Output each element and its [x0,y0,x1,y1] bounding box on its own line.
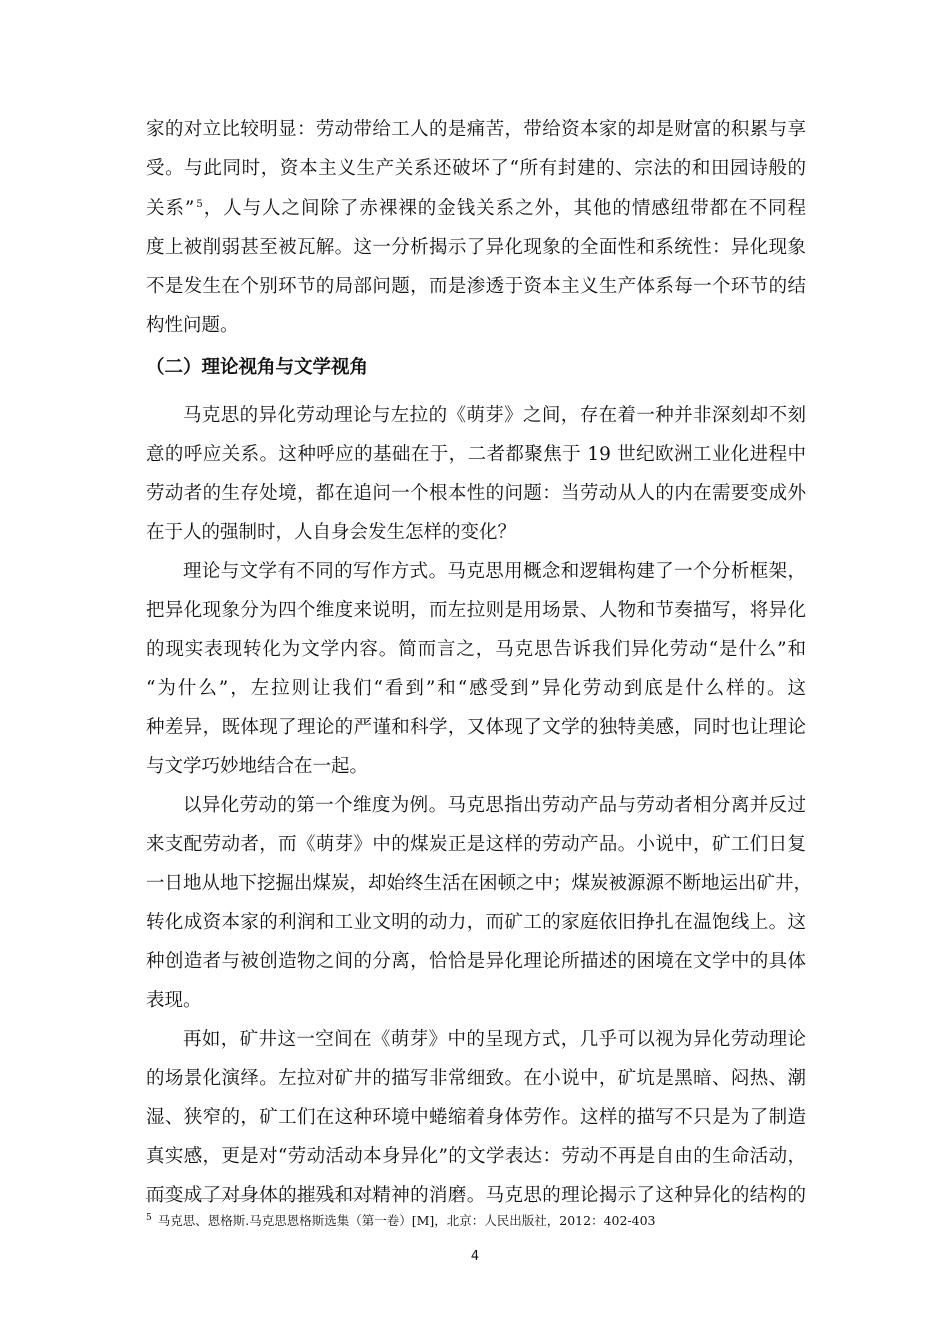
body-text-fragment: 关系” [146,198,195,219]
body-text-line: 意的呼应关系。这种呼应的基础在于，二者都聚焦于 19 世纪欧洲工业化进程中 [146,444,806,465]
body-text-line: 的现实表现转化为文学内容。简而言之，马克思告诉我们异化劳动“是什么”和 [146,639,806,660]
footnote-reference: 5 [196,198,203,210]
body-text-line: 转化成资本家的利润和工业文明的动力，而矿工的家庭依旧挣扎在温饱线上。这 [146,912,806,933]
footnote-divider [146,1198,374,1199]
body-text-fragment: ，人与人之间除了赤裸裸的金钱关系之外，其他的情感纽带都在不同程 [202,198,806,219]
body-text-line: 而变成了对身体的摧残和对精神的消磨。马克思的理论揭示了这种异化的结构的 [146,1185,806,1206]
body-text-line: 湿、狭窄的，矿工们在这种环境中蜷缩着身体劳作。这样的描写不只是为了制造 [146,1107,806,1128]
body-text-line: 把异化现象分为四个维度来说明，而左拉则是用场景、人物和节奏描写，将异化 [146,600,806,621]
body-text-line: 在于人的强制时，人自身会发生怎样的变化？ [146,522,517,543]
body-text-line: “为什么”，左拉则让我们“看到”和“感受到”异化劳动到底是什么样的。这 [146,678,806,699]
body-text-line: 劳动者的生存处境，都在追问一个根本性的问题：当劳动从人的内在需要变成外 [146,483,806,504]
body-text-line: 表现。 [146,990,202,1011]
body-text-line: 真实感，更是对“劳动活动本身异化”的文学表达：劳动不再是自由的生命活动， [146,1146,806,1167]
body-text-line: 家的对立比较明显：劳动带给工人的是痛苦，带给资本家的却是财富的积累与享 [146,119,806,140]
page-number: 4 [470,1249,480,1264]
body-text-line: 构性问题。 [146,315,239,336]
section-heading: （二）理论视角与文学视角 [146,357,369,378]
body-text-line: 受。与此同时，资本主义生产关系还破坏了“所有封建的、宗法的和田园诗般的 [146,158,806,179]
footnote [146,1213,656,1229]
body-text-line: 种差异，既体现了理论的严谨和科学，又体现了文学的独特美感，同时也让理论 [146,717,806,738]
body-text-line: 一日地从地下挖掘出煤炭，却始终生活在困顿之中；煤炭被源源不断地运出矿井， [146,873,813,894]
body-text-line: 马克思的异化劳动理论与左拉的《萌芽》之间，存在着一种并非深刻却不刻 [183,405,806,426]
body-text-line: 再如，矿井这一空间在《萌芽》中的呈现方式，几乎可以视为异化劳动理论 [183,1029,806,1050]
body-text-line: 来支配劳动者，而《萌芽》中的煤炭正是这样的劳动产品。小说中，矿工们日复 [146,834,806,855]
body-text-line: 与文学巧妙地结合在一起。 [146,756,369,777]
body-text-line: 理论与文学有不同的写作方式。马克思用概念和逻辑构建了一个分析框架， [183,561,806,582]
body-text-line: 度上被削弱甚至被瓦解。这一分析揭示了异化现象的全面性和系统性：异化现象 [146,237,806,258]
body-text-line-with-footnote [146,197,806,221]
footnote-number: 5 [146,1212,152,1223]
body-text-line: 的场景化演绎。左拉对矿井的描写非常细致。在小说中，矿坑是黑暗、闷热、潮 [146,1068,806,1089]
body-text-line: 以异化劳动的第一个维度为例。马克思指出劳动产品与劳动者相分离并反过 [183,795,806,816]
body-text-line: 种创造者与被创造物之间的分离，恰恰是异化理论所描述的困境在文学中的具体 [146,951,806,972]
body-text-line: 不是发生在个别环节的局部问题，而是渗透于资本主义生产体系每一个环节的结 [146,276,806,297]
footnote-text: 马克思、恩格斯.马克思恩格斯选集（第一卷）[M]，北京：人民出版社，2012：402-403 [157,1213,656,1228]
